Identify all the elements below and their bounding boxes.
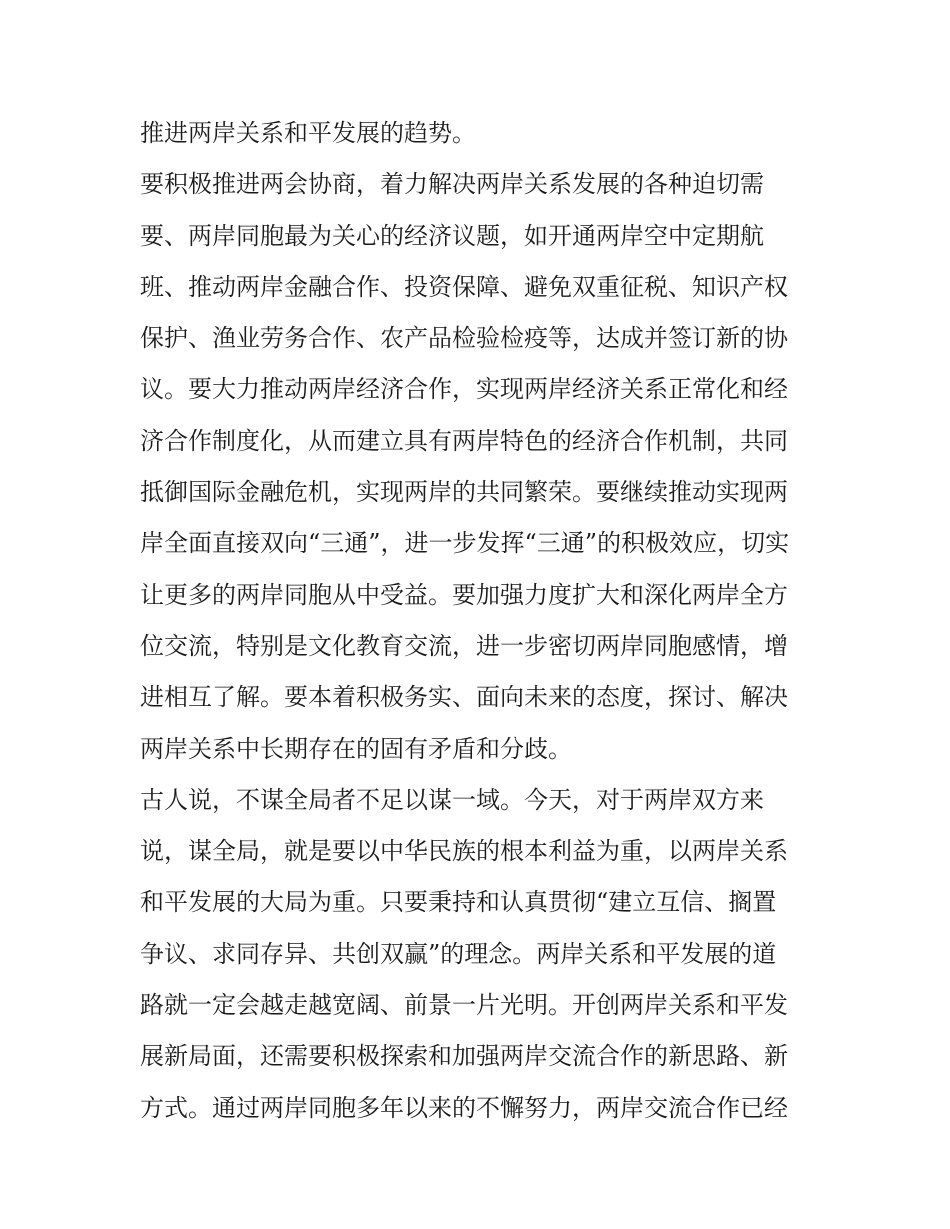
text-line: 两岸关系中长期存在的固有矛盾和分歧。 [140, 734, 572, 763]
text-line: 议。要大力推动两岸经济合作，实现两岸经济关系正常化和经 [140, 375, 788, 404]
text-line: 班、推动两岸金融合作、投资保障、避免双重征税、知识产权 [140, 272, 788, 301]
text-line: 抵御国际金融危机，实现两岸的共同繁荣。要继续推动实现两 [140, 478, 788, 507]
text-line: 让更多的两岸同胞从中受益。要加强力度扩大和深化两岸全方 [140, 580, 788, 609]
text-line: 岸全面直接双向“三通”，进一步发挥“三通”的积极效应，切实 [140, 529, 790, 558]
text-line: 位交流，特别是文化教育交流，进一步密切两岸同胞感情，增 [140, 631, 788, 660]
text-line: 要积极推进两会协商，着力解决两岸关系发展的各种迫切需 [140, 170, 764, 199]
text-line: 推进两岸关系和平发展的趋势。 [140, 119, 476, 147]
text-line: 要、两岸同胞最为关心的经济议题，如开通两岸空中定期航 [140, 221, 764, 250]
text-line: 保护、渔业劳务合作、农产品检验检疫等，达成并签订新的协 [140, 324, 788, 353]
text-line: 说，谋全局，就是要以中华民族的根本利益为重，以两岸关系 [140, 837, 788, 866]
text-line: 路就一定会越走越宽阔、前景一片光明。开创两岸关系和平发 [140, 991, 788, 1020]
text-line: 方式。通过两岸同胞多年以来的不懈努力，两岸交流合作已经 [140, 1093, 788, 1122]
text-line: 进相互了解。要本着积极务实、面向未来的态度，探讨、解决 [140, 683, 788, 712]
text-line: 争议、求同存异、共创双赢”的理念。两岸关系和平发展的道 [140, 939, 777, 968]
text-line: 展新局面，还需要积极探索和加强两岸交流合作的新思路、新 [140, 1042, 788, 1071]
text-line: 济合作制度化，从而建立具有两岸特色的经济合作机制，共同 [140, 426, 788, 455]
text-line: 古人说，不谋全局者不足以谋一域。今天，对于两岸双方来 [140, 785, 764, 814]
text-line: 和平发展的大局为重。只要秉持和认真贯彻“建立互信、搁置 [140, 888, 777, 917]
document-body [140, 108, 820, 1134]
